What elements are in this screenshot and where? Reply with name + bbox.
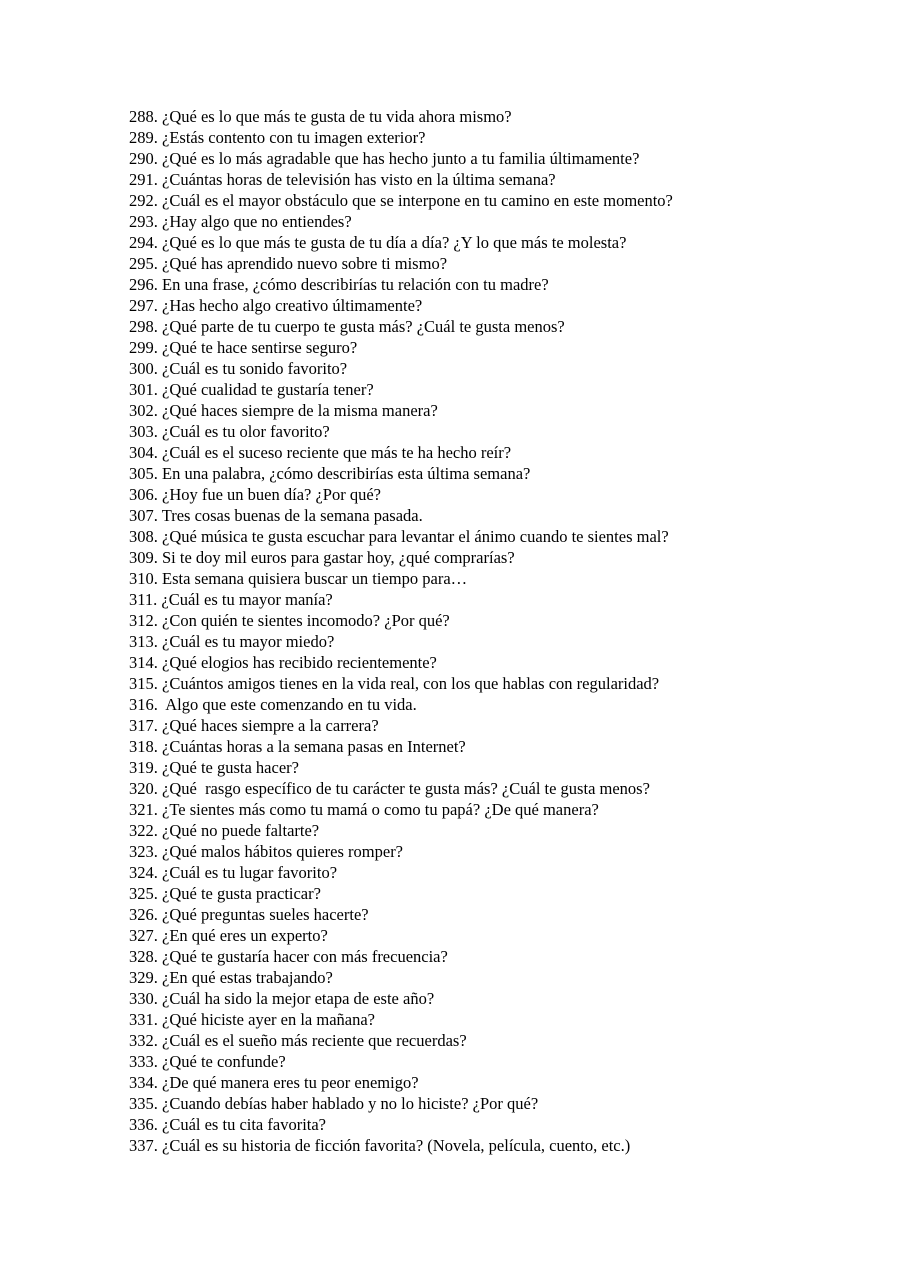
question-item: 319. ¿Qué te gusta hacer? [129, 758, 299, 777]
question-item: 316. Algo que este comenzando en tu vida. [129, 695, 417, 714]
question-item: 314. ¿Qué elogios has recibido recientemente? [129, 653, 437, 672]
question-item: 335. ¿Cuando debías haber hablado y no lo hiciste? ¿Por qué? [129, 1094, 539, 1113]
question-item: 294. ¿Qué es lo que más te gusta de tu día a día? ¿Y lo que más te molesta? [129, 233, 627, 252]
question-item: 297. ¿Has hecho algo creativo últimamente? [129, 296, 423, 315]
question-item: 312. ¿Con quién te sientes incomodo? ¿Por qué? [129, 611, 450, 630]
question-item: 291. ¿Cuántas horas de televisión has visto en la última semana? [129, 170, 556, 189]
question-item: 336. ¿Cuál es tu cita favorita? [129, 1115, 327, 1134]
question-item: 292. ¿Cuál es el mayor obstáculo que se interpone en tu camino en este momento? [129, 191, 673, 210]
question-item: 321. ¿Te sientes más como tu mamá o como tu papá? ¿De qué manera? [129, 800, 599, 819]
question-item: 306. ¿Hoy fue un buen día? ¿Por qué? [129, 485, 382, 504]
question-item: 331. ¿Qué hiciste ayer en la mañana? [129, 1010, 376, 1029]
question-item: 322. ¿Qué no puede faltarte? [129, 821, 320, 840]
question-item: 330. ¿Cuál ha sido la mejor etapa de este año? [129, 989, 435, 1008]
question-item: 300. ¿Cuál es tu sonido favorito? [129, 359, 348, 378]
question-item: 311. ¿Cuál es tu mayor manía? [129, 590, 333, 609]
question-item: 325. ¿Qué te gusta practicar? [129, 884, 321, 903]
question-item: 303. ¿Cuál es tu olor favorito? [129, 422, 330, 441]
question-item: 296. En una frase, ¿cómo describirías tu relación con tu madre? [129, 275, 549, 294]
question-item: 293. ¿Hay algo que no entiendes? [129, 212, 352, 231]
question-item: 337. ¿Cuál es su historia de ficción favorita? (Novela, película, cuento, etc.) [129, 1136, 631, 1155]
question-item: 320. ¿Qué rasgo específico de tu carácter te gusta más? ¿Cuál te gusta menos? [129, 779, 650, 798]
question-item: 332. ¿Cuál es el sueño más reciente que recuerdas? [129, 1031, 467, 1050]
question-item: 309. Si te doy mil euros para gastar hoy, ¿qué comprarías? [129, 548, 515, 567]
question-item: 334. ¿De qué manera eres tu peor enemigo? [129, 1073, 419, 1092]
question-item: 298. ¿Qué parte de tu cuerpo te gusta más? ¿Cuál te gusta menos? [129, 317, 565, 336]
question-item: 324. ¿Cuál es tu lugar favorito? [129, 863, 338, 882]
question-item: 304. ¿Cuál es el suceso reciente que más te ha hecho reír? [129, 443, 512, 462]
question-item: 302. ¿Qué haces siempre de la misma manera? [129, 401, 438, 420]
question-item: 301. ¿Qué cualidad te gustaría tener? [129, 380, 374, 399]
question-item: 308. ¿Qué música te gusta escuchar para levantar el ánimo cuando te sientes mal? [129, 527, 669, 546]
question-item: 333. ¿Qué te confunde? [129, 1052, 286, 1071]
question-item: 318. ¿Cuántas horas a la semana pasas en Internet? [129, 737, 466, 756]
question-item: 305. En una palabra, ¿cómo describirías esta última semana? [129, 464, 531, 483]
question-item: 327. ¿En qué eres un experto? [129, 926, 328, 945]
question-item: 315. ¿Cuántos amigos tienes en la vida real, con los que hablas con regularidad? [129, 674, 660, 693]
question-item: 295. ¿Qué has aprendido nuevo sobre ti mismo? [129, 254, 448, 273]
question-item: 328. ¿Qué te gustaría hacer con más frecuencia? [129, 947, 448, 966]
question-item: 310. Esta semana quisiera buscar un tiempo para… [129, 569, 468, 588]
question-item: 288. ¿Qué es lo que más te gusta de tu vida ahora mismo? [129, 107, 512, 126]
question-item: 290. ¿Qué es lo más agradable que has hecho junto a tu familia últimamente? [129, 149, 640, 168]
question-item: 326. ¿Qué preguntas sueles hacerte? [129, 905, 369, 924]
question-item: 323. ¿Qué malos hábitos quieres romper? [129, 842, 404, 861]
question-item: 307. Tres cosas buenas de la semana pasada. [129, 506, 423, 525]
question-item: 299. ¿Qué te hace sentirse seguro? [129, 338, 358, 357]
question-item: 329. ¿En qué estas trabajando? [129, 968, 333, 987]
question-item: 317. ¿Qué haces siempre a la carrera? [129, 716, 379, 735]
question-list [129, 106, 869, 1156]
question-item: 313. ¿Cuál es tu mayor miedo? [129, 632, 335, 651]
question-item: 289. ¿Estás contento con tu imagen exterior? [129, 128, 426, 147]
